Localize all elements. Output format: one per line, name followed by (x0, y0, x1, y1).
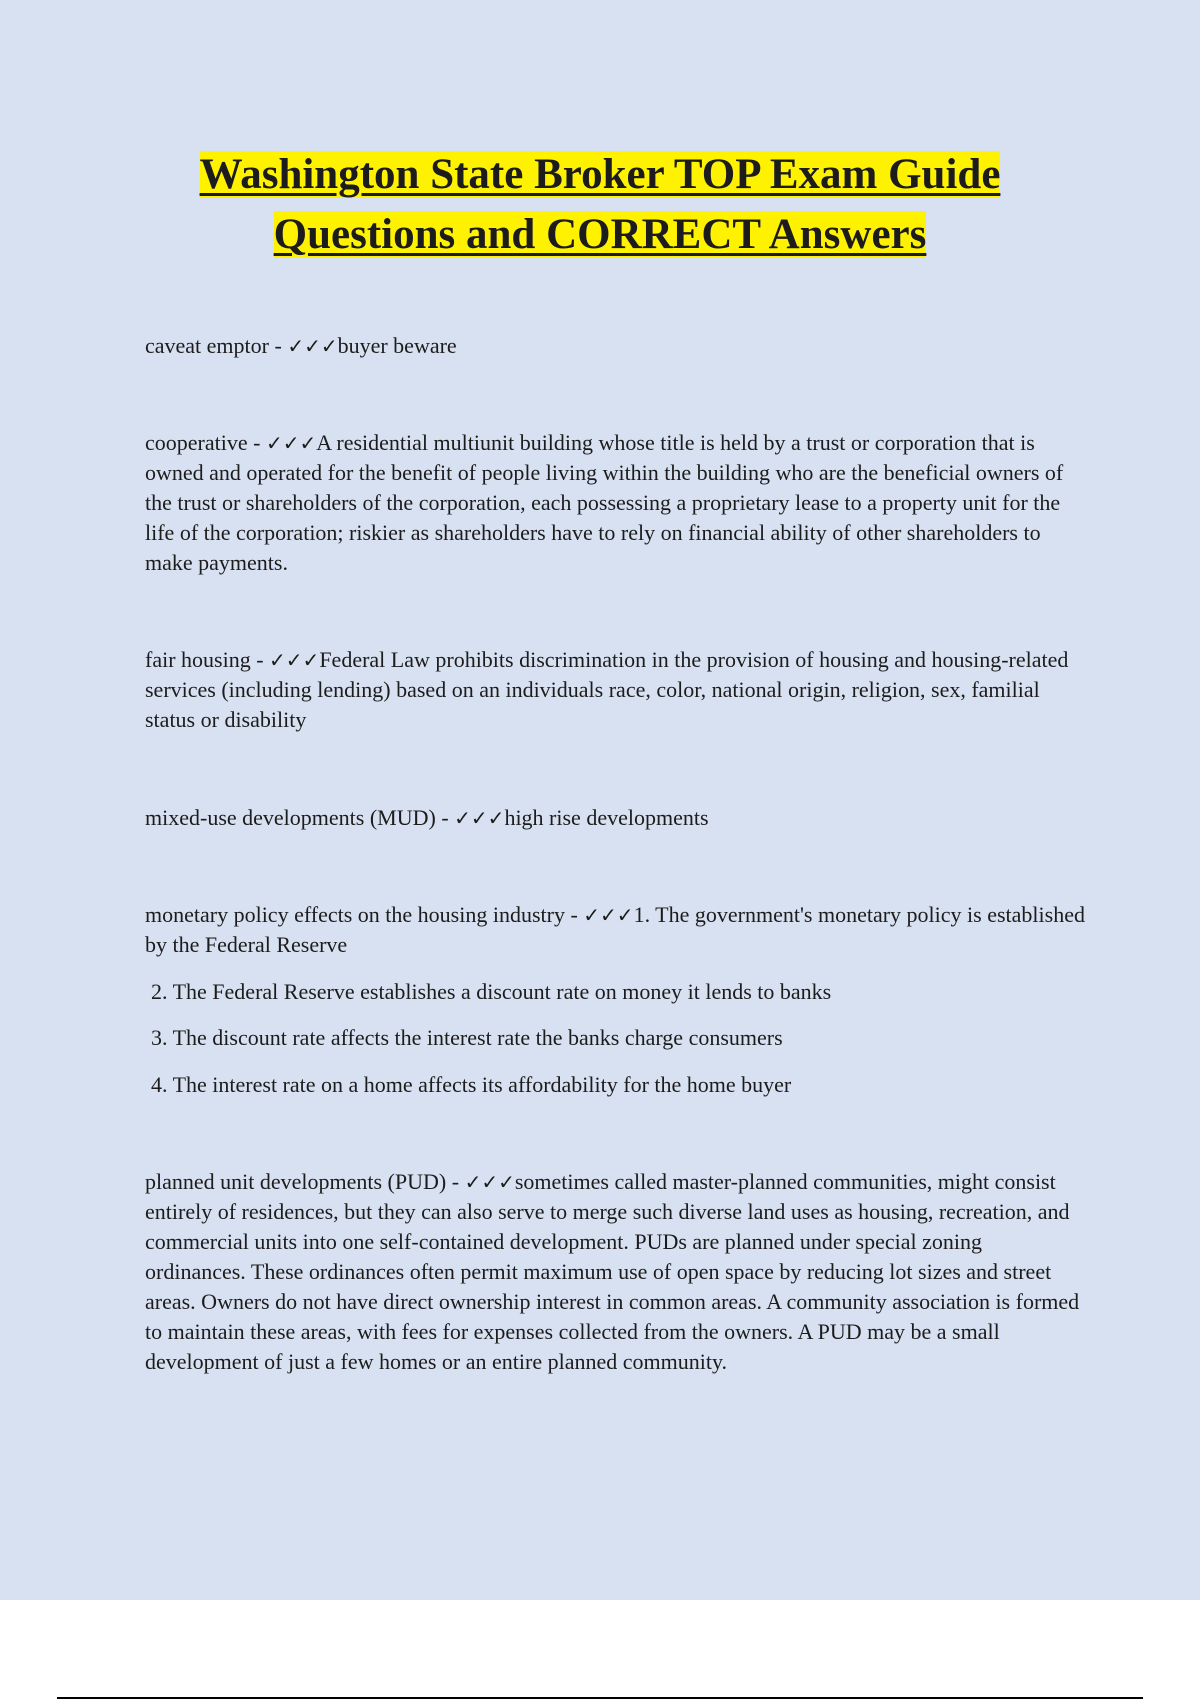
entry-term: caveat emptor - (145, 333, 288, 358)
entry-monetary-policy (145, 900, 1085, 960)
entry-planned-unit (145, 1167, 1085, 1377)
check-marks-icon: ✓✓✓ (269, 648, 320, 672)
entry-mixed-use (145, 803, 1085, 833)
check-marks-icon: ✓✓✓ (287, 334, 338, 358)
entry-answer: buyer beware (337, 333, 457, 358)
check-marks-icon: ✓✓✓ (464, 1170, 515, 1194)
entry-answer: 1. The government's monetary policy is established by the Federal Reserve (145, 902, 1085, 957)
check-marks-icon: ✓✓✓ (454, 806, 505, 830)
list-item: 4. The interest rate on a home affects its affordability for the home buyer (151, 1072, 792, 1097)
entry-term: monetary policy effects on the housing industry - (145, 902, 584, 927)
check-marks-icon: ✓✓✓ (583, 903, 634, 927)
entry-fair-housing (145, 645, 1085, 735)
entry-term: cooperative - (145, 430, 266, 455)
document-title (0, 145, 1200, 265)
entry-term: mixed-use developments (MUD) - (145, 805, 455, 830)
list-item: 3. The discount rate affects the interest rate the banks charge consumers (151, 1025, 783, 1050)
entry-answer: sometimes called master-planned communities, might consist entirely of residences, but they can also serve to merge such diverse land uses as housing, recreation, and commercial units into one self-contained development. PUDs are planned under special zoning ordinances. These ordinances often permit maximum use of open space by reducing lot sizes and street areas. Owners do not have direct ownership interest in common areas. A community association is formed to maintain these areas, with fees for expenses collected from the owners. A PUD may be a small development of just a few homes or an entire planned community. (145, 1169, 1080, 1374)
entry-term: fair housing - (145, 647, 270, 672)
entry-term: planned unit developments (PUD) - (145, 1169, 465, 1194)
title-line-1: Washington State Broker TOP Exam Guide (199, 151, 1001, 198)
entry-answer: Federal Law prohibits discrimination in the provision of housing and housing-related services (including lending) based on an individuals race, color, national origin, religion, sex, familial status or disability (145, 647, 1069, 732)
entry-caveat-emptor (145, 331, 1085, 361)
entry-answer: A residential multiunit building whose title is held by a trust or corporation that is owned and operated for the benefit of people living within the building who are the beneficial owners of the trust or shareholders of the corporation, each possessing a proprietary lease to a property unit for the life of the corporation; riskier as shareholders have to rely on financial ability of other shareholders to make payments. (145, 430, 1064, 575)
title-line-2: Questions and CORRECT Answers (273, 211, 927, 258)
footer-divider (57, 1697, 1143, 1699)
entry-answer: high rise developments (504, 805, 709, 830)
entry-cooperative (145, 428, 1085, 578)
list-item: 2. The Federal Reserve establishes a discount rate on money it lends to banks (151, 979, 832, 1004)
check-marks-icon: ✓✓✓ (265, 431, 317, 455)
